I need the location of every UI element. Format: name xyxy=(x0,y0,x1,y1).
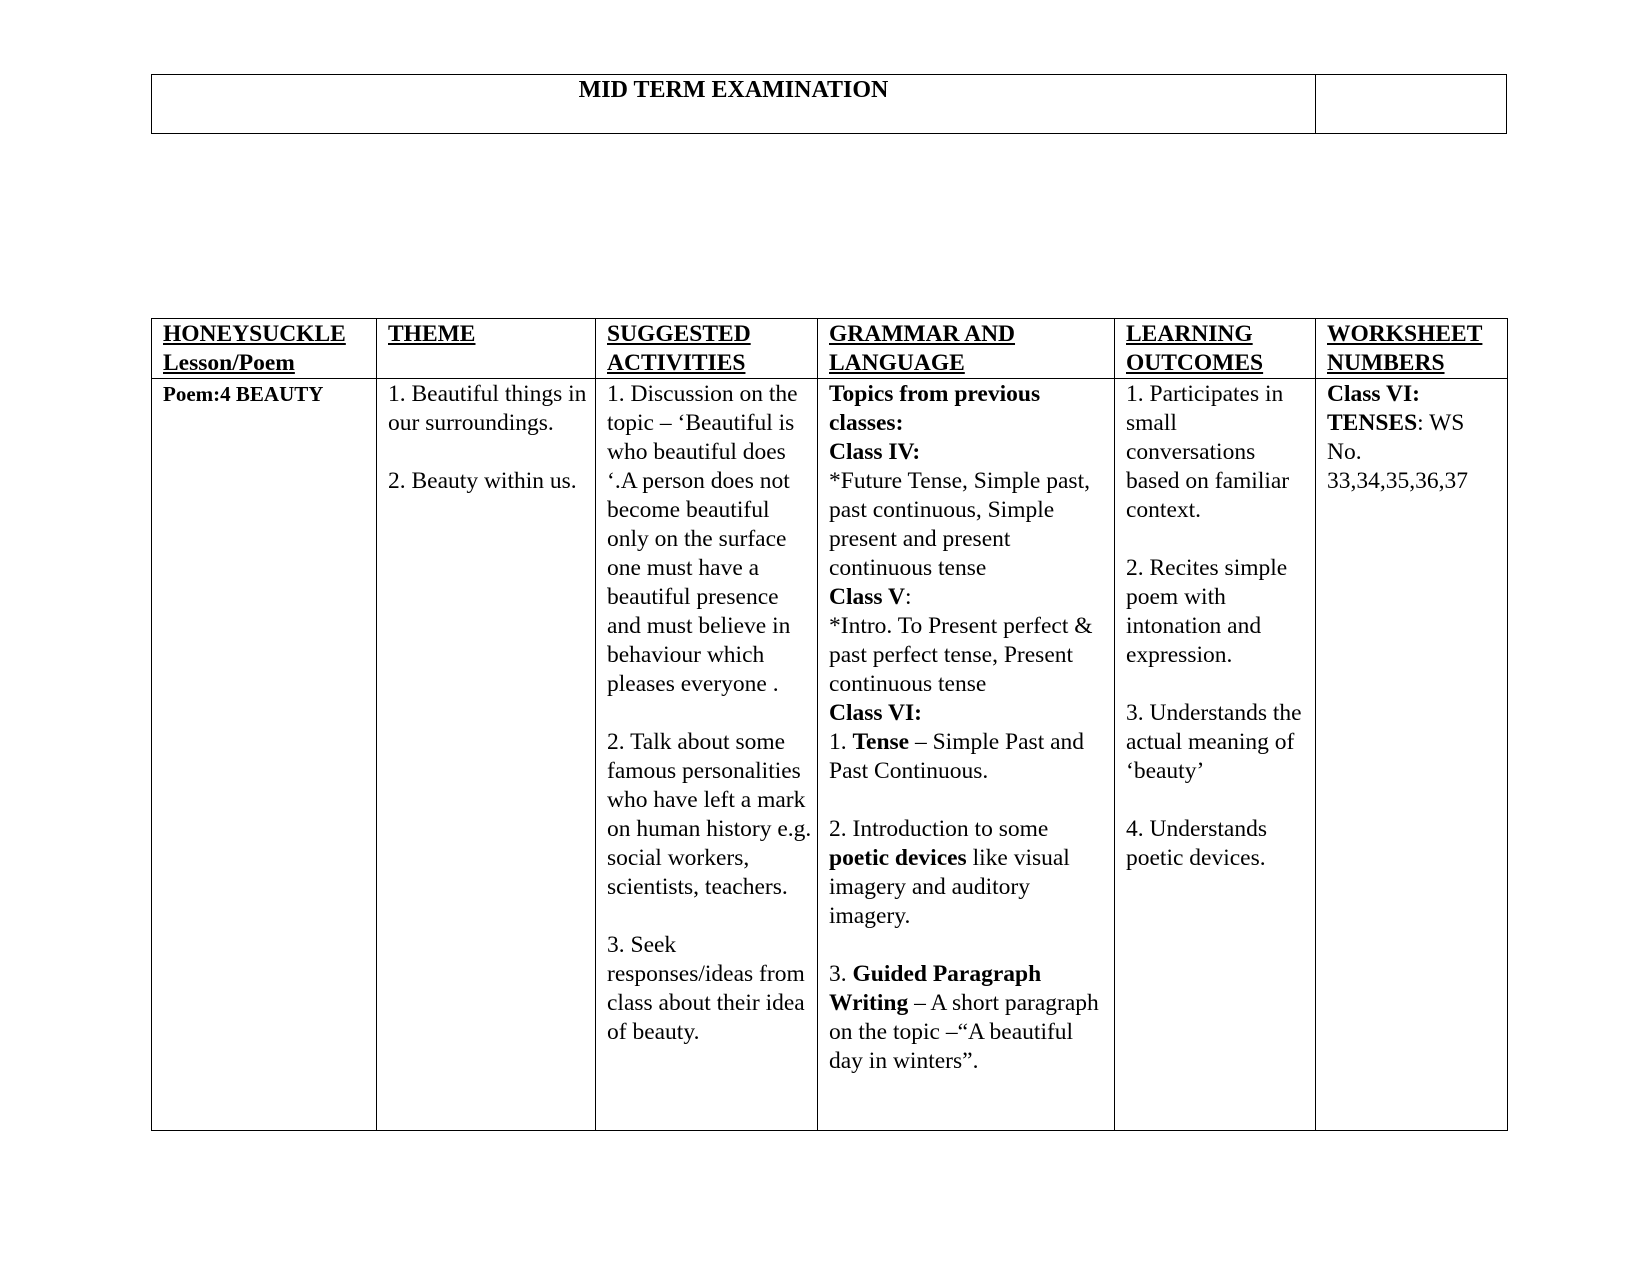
header-grammar xyxy=(818,319,1115,379)
grammar-cell xyxy=(818,379,1115,1131)
theme-cell xyxy=(377,379,596,1131)
grammar-item1-rest: – Simple Past and Past Continuous. xyxy=(829,729,1085,784)
page-title: MID TERM EXAMINATION xyxy=(152,75,1316,134)
activities-cell xyxy=(596,379,818,1131)
theme-item: 2. Beauty within us. xyxy=(388,468,577,494)
header-empty-cell xyxy=(1316,75,1507,134)
grammar-class4-label: Class IV: xyxy=(829,439,921,465)
header-activities xyxy=(596,319,818,379)
syllabus-table xyxy=(151,318,1508,1131)
table-header-row xyxy=(152,319,1508,379)
header-outcomes xyxy=(1115,319,1316,379)
worksheet-class-label: Class VI: xyxy=(1327,381,1420,407)
lesson-cell: Poem:4 BEAUTY xyxy=(152,379,377,1131)
grammar-item1-num: 1. xyxy=(829,729,853,755)
header-worksheet xyxy=(1316,319,1508,379)
header-worksheet-line2: NUMBERS xyxy=(1327,350,1445,376)
grammar-item1-bold: Tense xyxy=(852,729,910,755)
grammar-class5-line xyxy=(829,583,1110,612)
header-theme xyxy=(377,319,596,379)
outcome-item: 3. Understands the actual meaning of ‘beauty’ xyxy=(1126,700,1302,784)
grammar-item-1 xyxy=(829,728,1110,786)
worksheet-cell xyxy=(1316,379,1508,1131)
grammar-item3-rest: – A short paragraph on the topic –“A beautiful day in winters”. xyxy=(829,990,1099,1074)
outcome-item: 4. Understands poetic devices. xyxy=(1126,816,1267,871)
table-row xyxy=(152,379,1508,1131)
worksheet-tenses-label: TENSES xyxy=(1327,410,1418,436)
grammar-item3-num: 3. xyxy=(829,961,853,987)
header-grammar-line1: GRAMMAR AND xyxy=(829,321,1016,347)
header-lesson-line2: Lesson/Poem xyxy=(163,350,295,376)
activity-item: 1. Discussion on the topic – ‘Beautiful is who beautiful does ‘.A person does not become beautiful only on the surface one must have a beautiful presence and must believe in behaviour which pleases everyone . xyxy=(607,381,798,697)
grammar-item2-bold: poetic devices xyxy=(829,845,967,871)
grammar-class4-text: *Future Tense, Simple past, past continuous, Simple present and present continuous tense xyxy=(829,468,1090,581)
grammar-item2-rest: like visual imagery and auditory imagery. xyxy=(829,845,1070,929)
grammar-class5-colon: : xyxy=(904,584,912,610)
header-theme-label: THEME xyxy=(388,321,476,347)
header-grammar-line2: LANGUAGE xyxy=(829,350,965,376)
header-outcomes-line2: OUTCOMES xyxy=(1126,350,1264,376)
grammar-item3-bold: Guided Paragraph Writing xyxy=(829,961,1042,1016)
outcome-item: 2. Recites simple poem with intonation and expression. xyxy=(1126,555,1288,668)
worksheet-tenses-rest: : WS No. 33,34,35,36,37 xyxy=(1327,410,1468,494)
grammar-item2-pre: 2. Introduction to some xyxy=(829,816,1049,842)
header-lesson-line1: HONEYSUCKLE xyxy=(163,321,346,347)
header-lesson xyxy=(152,319,377,379)
outcomes-cell xyxy=(1115,379,1316,1131)
header-table xyxy=(151,74,1507,134)
header-activities-line1: SUGGESTED xyxy=(607,321,751,347)
header-outcomes-line1: LEARNING xyxy=(1126,321,1253,347)
theme-item: 1. Beautiful things in our surroundings. xyxy=(388,381,587,436)
grammar-class6-label: Class VI: xyxy=(829,700,922,726)
grammar-class5-label: Class V xyxy=(829,584,905,610)
activity-item: 3. Seek responses/ideas from class about their idea of beauty. xyxy=(607,932,805,1045)
grammar-item-2 xyxy=(829,815,1110,931)
grammar-prev-heading: Topics from previous classes: xyxy=(829,381,1041,436)
header-worksheet-line1: WORKSHEET xyxy=(1327,321,1483,347)
worksheet-tenses xyxy=(1327,410,1468,494)
grammar-item-3 xyxy=(829,960,1110,1076)
header-activities-line2: ACTIVITIES xyxy=(607,350,746,376)
activity-item: 2. Talk about some famous personalities who have left a mark on human history e.g. social workers, scientists, teachers. xyxy=(607,729,812,900)
grammar-class5-text: *Intro. To Present perfect & past perfect tense, Present continuous tense xyxy=(829,613,1093,697)
outcome-item: 1. Participates in small conversations based on familiar context. xyxy=(1126,381,1290,523)
